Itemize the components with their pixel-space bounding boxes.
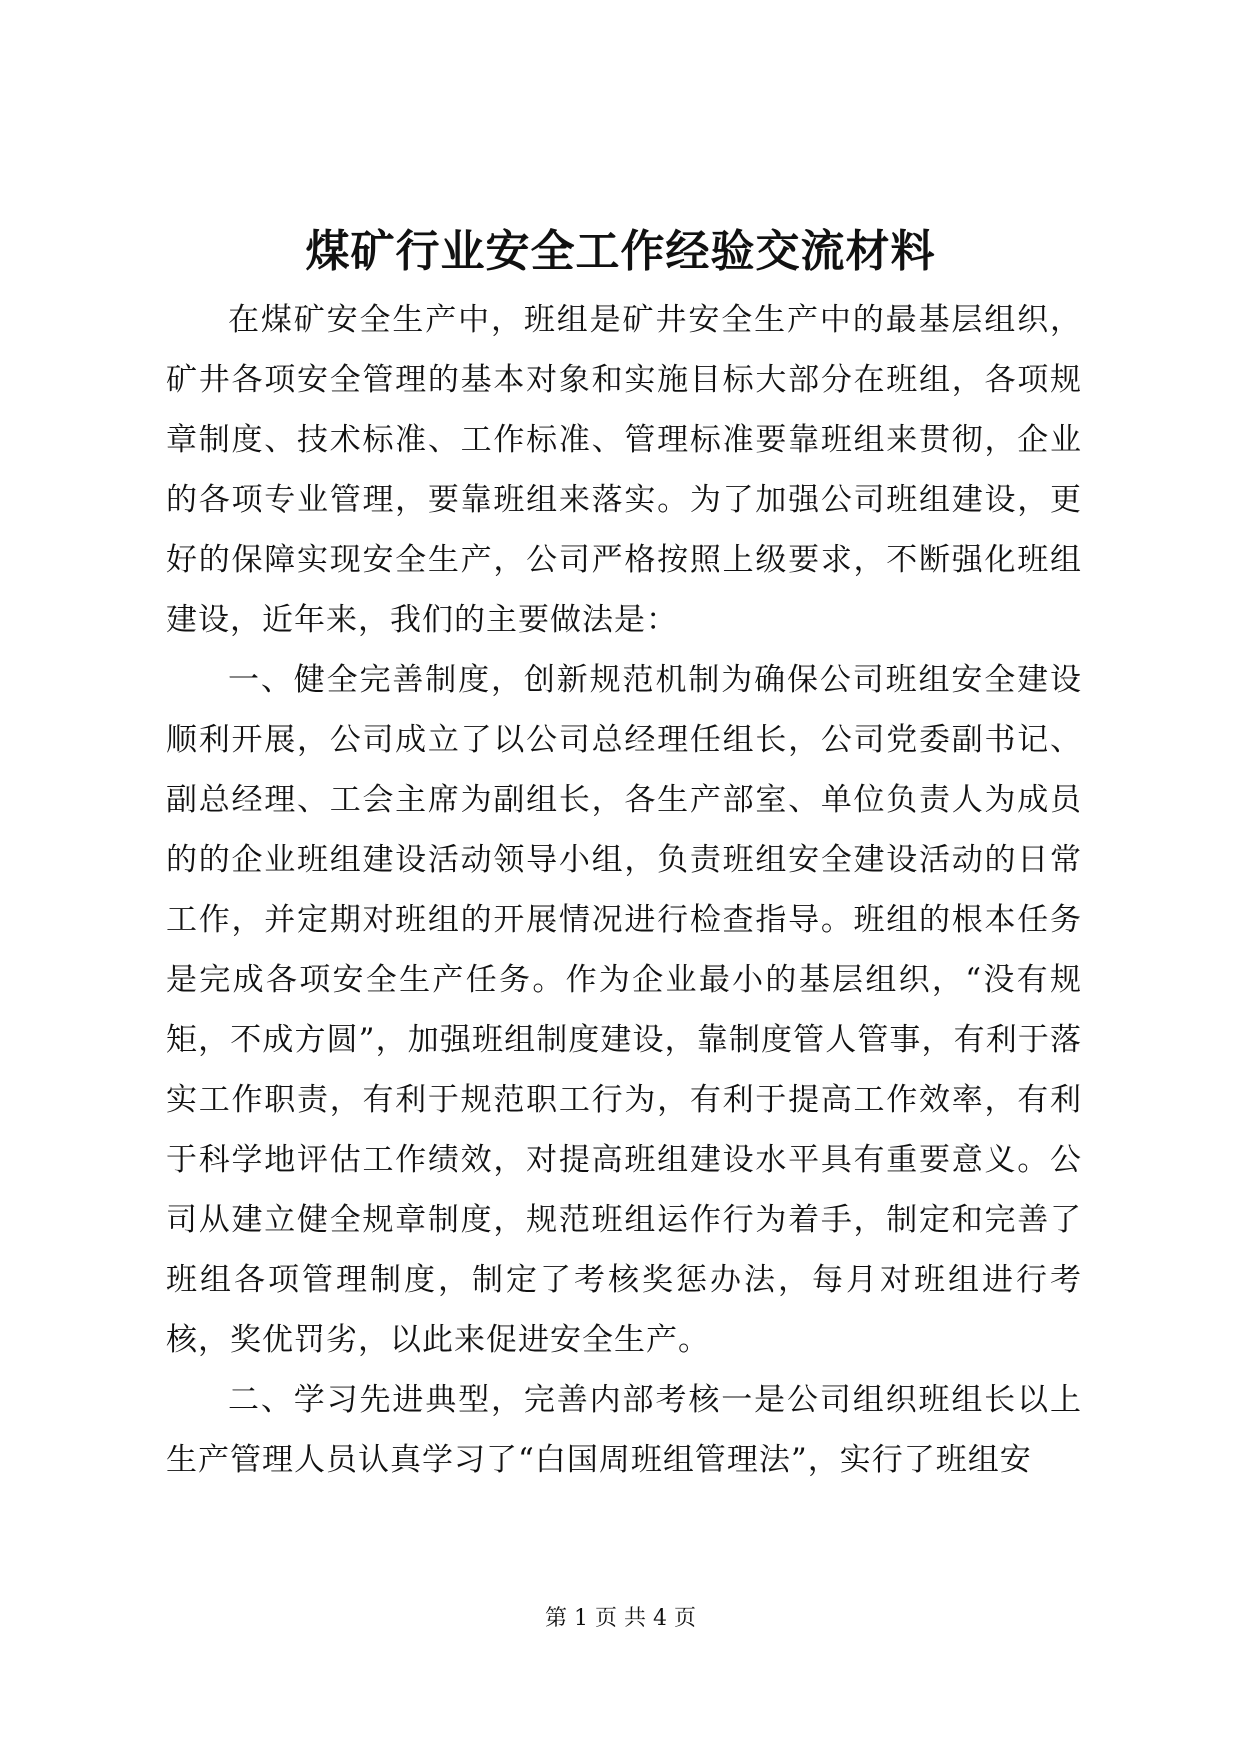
document-body (166, 290, 1082, 1490)
page-number-footer: 第 1 页 共 4 页 (545, 1606, 696, 1631)
document-title: 煤矿行业安全工作经验交流材料 (305, 226, 936, 277)
paragraph-section-2: 二、学习先进典型，完善内部考核一是公司组织班组长以上生产管理人员认真学习了“白国周班组管理法”，实行了班组安 (166, 1382, 1082, 1478)
paragraph-intro: 在煤矿安全生产中，班组是矿井安全生产中的最基层组织，矿井各项安全管理的基本对象和实施目标大部分在班组，各项规章制度、技术标准、工作标准、管理标准要靠班组来贯彻，企业的各项专业管理，要靠班组来落实。为了加强公司班组建设，更好的保障实现安全生产，公司严格按照上级要求，不断强化班组建设，近年来，我们的主要做法是： (166, 302, 1082, 638)
paragraph-section-1: 一、健全完善制度，创新规范机制为确保公司班组安全建设顺利开展，公司成立了以公司总经理任组长，公司党委副书记、副总经理、工会主席为副组长，各生产部室、单位负责人为成员的的企业班组建设活动领导小组，负责班组安全建设活动的日常工作，并定期对班组的开展情况进行检查指导。班组的根本任务是完成各项安全生产任务。作为企业最小的基层组织，“没有规矩，不成方圆”，加强班组制度建设，靠制度管人管事，有利于落实工作职责，有利于规范职工行为，有利于提高工作效率，有利于科学地评估工作绩效，对提高班组建设水平具有重要意义。公司从建立健全规章制度，规范班组运作行为着手，制定和完善了班组各项管理制度，制定了考核奖惩办法，每月对班组进行考核，奖优罚劣，以此来促进安全生产。 (166, 662, 1082, 1358)
